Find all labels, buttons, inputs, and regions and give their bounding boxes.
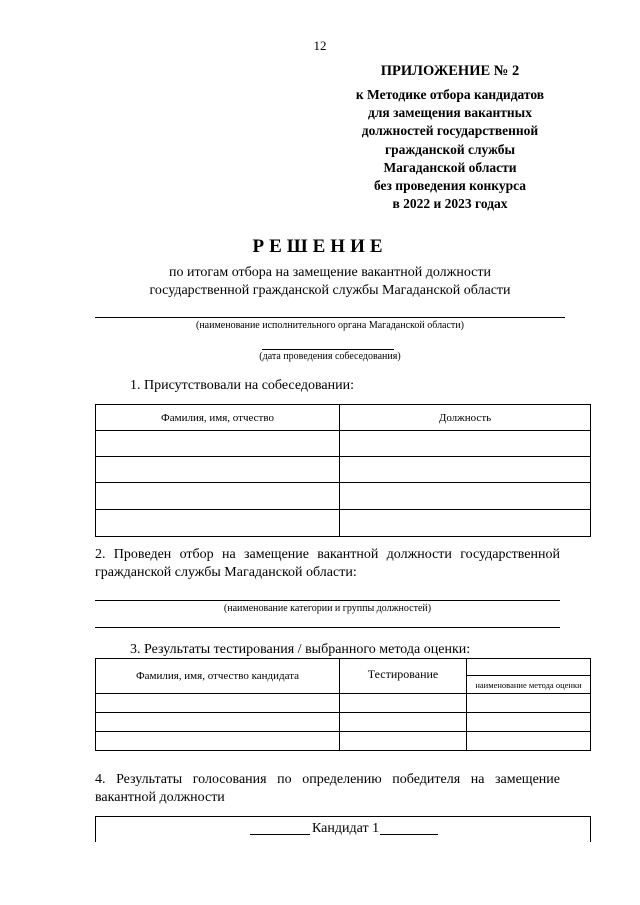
section2-line1: 2. Проведен отбор на замещение вакантной должности государственной: [95, 547, 560, 562]
decision-subtitle: [90, 264, 570, 300]
candidate-line-right: [380, 834, 438, 835]
table-cell: [96, 483, 340, 510]
table-cell: [340, 483, 591, 510]
table-cell: [340, 694, 467, 713]
appendix-subtitle-line: в 2022 и 2023 годах: [392, 196, 508, 212]
table-cell: [96, 457, 340, 483]
decision-subtitle-line: государственной гражданской службы Магаданской области: [149, 283, 511, 298]
table-row: [96, 483, 591, 510]
table-cell: [467, 713, 591, 732]
appendix-subtitle-line: к Методике отбора кандидатов: [355, 87, 545, 102]
decision-title: РЕШЕНИЕ: [252, 236, 388, 257]
table-cell: [467, 659, 591, 676]
table-row: [96, 431, 591, 457]
candidates-table: [95, 816, 591, 842]
page-number: 12: [313, 38, 327, 53]
date-caption: (дата проведения собеседования): [259, 351, 401, 362]
section3-heading: 3. Результаты тестирования / выбранного метода оценки:: [130, 642, 471, 657]
table-cell: [96, 694, 340, 713]
table-header-cell: наименование метода оценки: [467, 676, 591, 694]
section4-line2: вакантной должности: [95, 790, 225, 805]
candidate-line-left: [250, 834, 310, 835]
table-cell: [340, 457, 591, 483]
appendix-subtitle-line: гражданской службы: [384, 141, 516, 157]
appendix-subtitle-line: без проведения конкурса: [373, 178, 527, 194]
table-header-cell: Фамилия, имя, отчество кандидата: [96, 659, 340, 694]
organ-caption: (наименование исполнительного органа Магаданской области): [195, 320, 464, 331]
table-header-cell: Фамилия, имя, отчество: [96, 405, 340, 431]
table-cell: [340, 431, 591, 457]
category-line-2: [95, 627, 560, 628]
table-cell: [96, 713, 340, 732]
attendees-table: [95, 404, 591, 537]
table-cell: [96, 732, 340, 751]
table-cell: [340, 713, 467, 732]
category-line: [95, 600, 560, 601]
appendix-subtitle-line: для замещения вакантных: [368, 105, 532, 121]
section2-line2: гражданской службы Магаданской области:: [95, 565, 357, 580]
table-row: [96, 457, 591, 483]
appendix-subtitle-line: должностей государственной: [361, 123, 539, 139]
table-cell: [96, 510, 340, 537]
appendix-subtitle-line: Магаданской области: [383, 159, 517, 175]
appendix-title: ПРИЛОЖЕНИЕ № 2: [380, 63, 520, 79]
organ-line: [95, 317, 565, 318]
results-table: [95, 658, 591, 751]
date-line: [262, 349, 394, 350]
table-row: [96, 713, 591, 732]
category-caption: (наименование категории и группы должностей): [223, 603, 432, 614]
table-header-cell: Тестирование: [340, 659, 467, 694]
section1-heading: 1. Присутствовали на собеседовании:: [130, 378, 354, 393]
table-header-cell: Должность: [340, 405, 591, 431]
table-header-row: [96, 659, 591, 676]
table-header-row: [96, 405, 591, 431]
table-cell: [467, 732, 591, 751]
table-row: [96, 694, 591, 713]
table-cell: [340, 732, 467, 751]
table-cell: [340, 510, 591, 537]
table-row: [96, 732, 591, 751]
table-row: [96, 510, 591, 537]
decision-subtitle-line: по итогам отбора на замещение вакантной должности: [168, 265, 492, 280]
table-cell: [96, 431, 340, 457]
table-cell: [467, 694, 591, 713]
section4-line1: 4. Результаты голосования по определению победителя на замещение: [95, 772, 560, 787]
candidate-label: Кандидат 1: [312, 821, 380, 836]
appendix-subtitle: [330, 86, 570, 213]
